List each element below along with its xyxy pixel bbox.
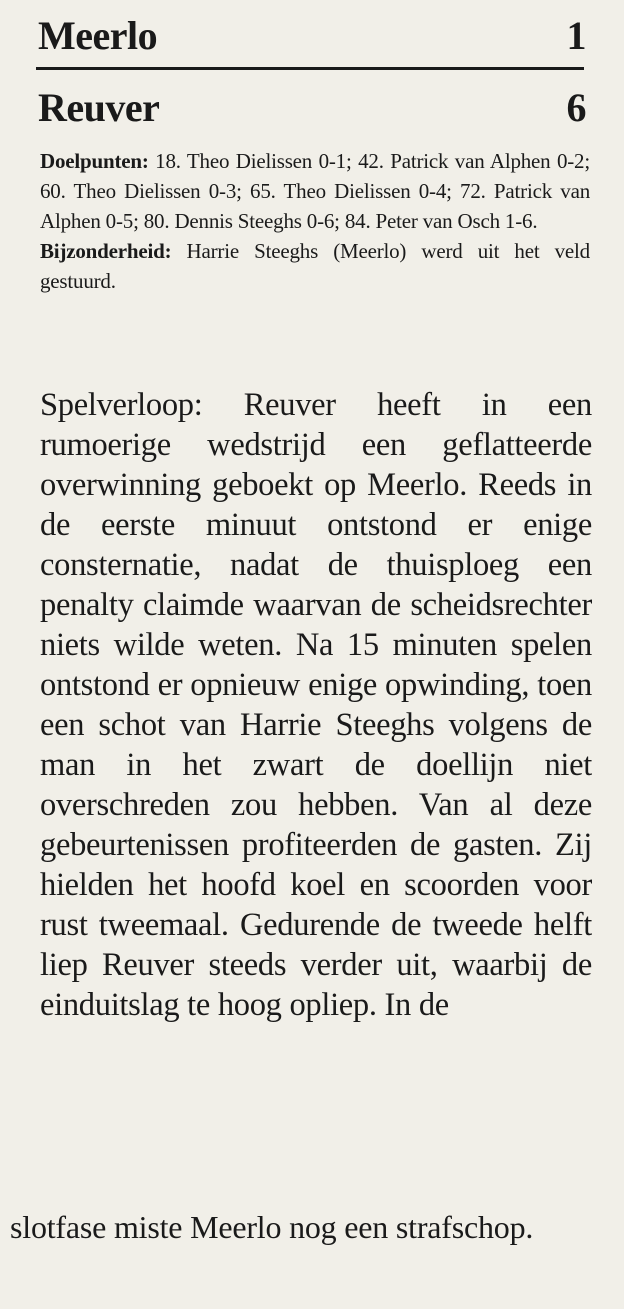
away-team-row bbox=[38, 84, 586, 131]
match-report bbox=[40, 385, 592, 1195]
match-report-continuation bbox=[10, 1208, 580, 1246]
special-label: Bijzonderheid: bbox=[40, 239, 172, 263]
special-text: Harrie Steeghs (Meerlo) werd uit het veld gestuurd. bbox=[40, 239, 590, 293]
away-team-score: 6 bbox=[566, 85, 586, 130]
special-paragraph bbox=[40, 236, 590, 296]
home-team-score: 1 bbox=[566, 13, 586, 58]
match-report-text: Spelverloop: Reuver heeft in een rumoerige wedstrijd een geflatteerde overwinning geboekt op Meerlo. Reeds in de eerste minuut ontstond er enige consternatie, nadat de thuisploeg een penalty claimde waarvan de scheidsrechter niets wilde weten. Na 15 minuten spelen ontstond er opnieuw enige opwinding, toen een schot van Harrie Steeghs volgens de man in het zwart de doellijn niet overschreden zou hebben. Van al deze gebeurtenissen profiteerden de gasten. Zij hielden het hoofd koel en scoorden voor rust tweemaal. Gedurende de tweede helft liep Reuver steeds verder uit, waarbij de einduitslag te hoog opliep. In de bbox=[40, 387, 592, 1023]
away-team-name: Reuver bbox=[38, 85, 160, 130]
continuation-text: slotfase miste Meerlo nog een strafschop. bbox=[10, 1209, 534, 1245]
score-divider bbox=[36, 67, 584, 70]
home-team-name: Meerlo bbox=[38, 13, 158, 58]
match-details bbox=[40, 146, 590, 296]
goals-text: 18. Theo Dielissen 0-1; 42. Patrick van Alphen 0-2; 60. Theo Dielissen 0-3; 65. Theo Dielissen 0-4; 72. Patrick van Alphen 0-5; 80. Dennis Steeghs 0-6; 84. Peter van Osch 1-6. bbox=[40, 149, 590, 233]
home-team-row bbox=[38, 12, 586, 59]
goals-label: Doelpunten: bbox=[40, 149, 149, 173]
goals-paragraph bbox=[40, 146, 590, 236]
